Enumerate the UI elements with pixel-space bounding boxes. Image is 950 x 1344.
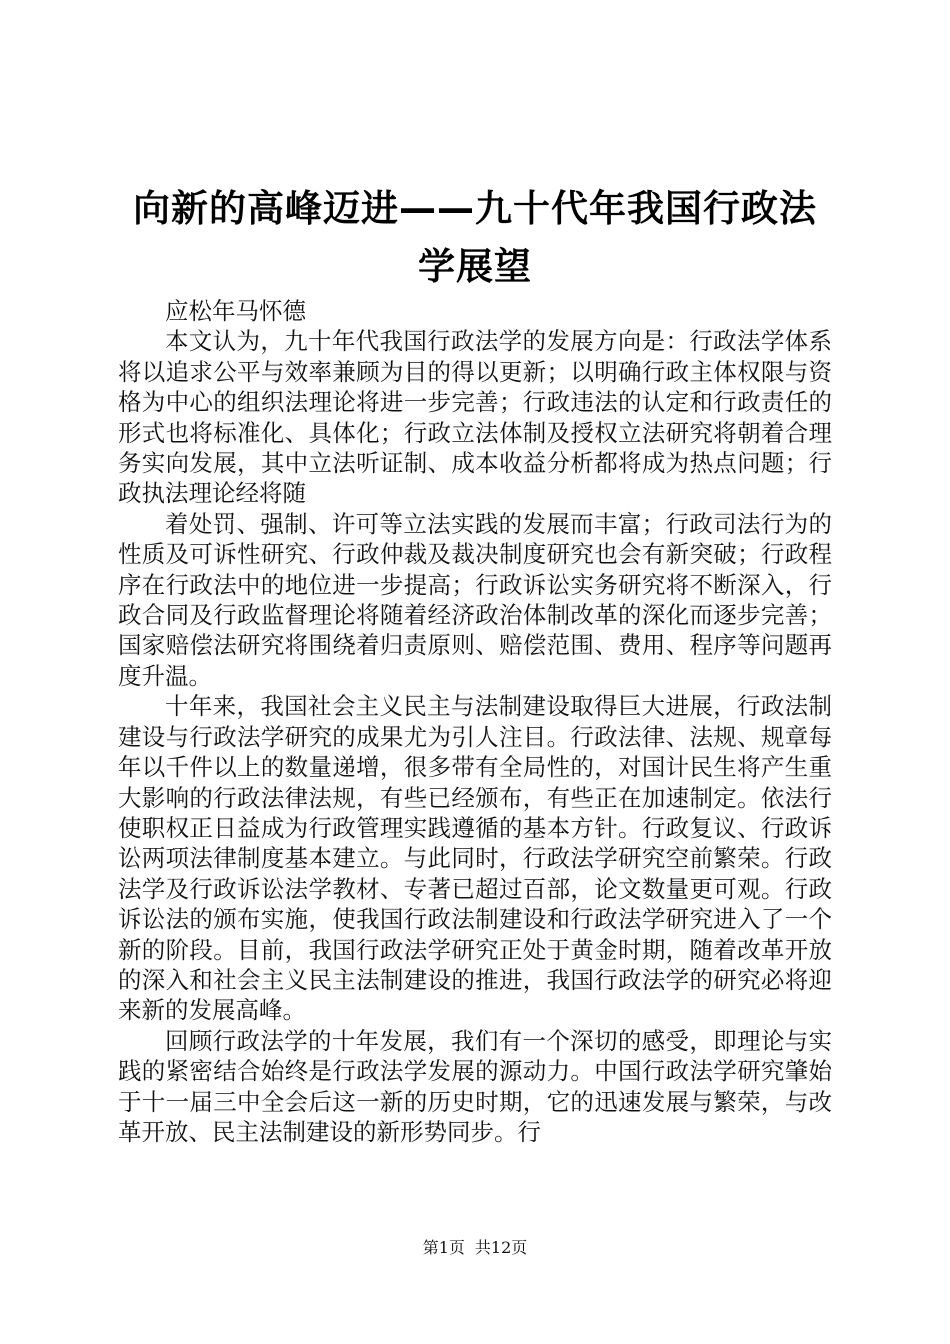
page-total: 共12页 — [474, 1238, 528, 1257]
document-title: 向新的高峰迈进——九十代年我国行政法学展望 — [133, 187, 817, 288]
document-body — [118, 296, 832, 1147]
paragraph: 十年来，我国社会主义民主与法制建设取得巨大进展，行政法制建设与行政法学研究的成果尤为引人注目。行政法律、法规、规章每年以千件以上的数量递增，很多带有全局性的，对国计民生将产生重大影响的行政法律法规，有些已经颁布，有些正在加速制定。依法行使职权正日益成为行政管理实践遵循的基本方针。行政复议、行政诉讼两项法律制度基本建立。与此同时，行政法学研究空前繁荣。行政法学及行政诉讼法学教材、专著已超过百部，论文数量更可观。行政诉讼法的颁布实施，使我国行政法制建设和行政法学研究进入了一个新的阶段。目前，我国行政法学研究正处于黄金时期，随着改革开放的深入和社会主义民主法制建设的推进，我国行政法学的研究必将迎来新的发展高峰。 — [118, 692, 832, 1025]
page-footer — [0, 1238, 950, 1258]
paragraph: 回顾行政法学的十年发展，我们有一个深切的感受，即理论与实践的紧密结合始终是行政法学发展的源动力。中国行政法学研究肇始于十一届三中全会后这一新的历史时期，它的迅速发展与繁荣，与改革开放、民主法制建设的新形势同步。行 — [118, 1026, 832, 1146]
paragraph: 本文认为，九十年代我国行政法学的发展方向是：行政法学体系将以追求公平与效率兼顾为目的得以更新；以明确行政主体权限与资格为中心的组织法理论将进一步完善；行政违法的认定和行政责任的形式也将标准化、具体化；行政立法体制及授权立法研究将朝着合理务实向发展，其中立法听证制、成本收益分析都将成为热点问题；行政执法理论经将随 — [118, 327, 832, 508]
author-line: 应松年马怀德 — [165, 297, 306, 325]
paragraph: 着处罚、强制、许可等立法实践的发展而丰富；行政司法行为的性质及可诉性研究、行政仲裁及裁决制度研究也会有新突破；行政程序在行政法中的地位进一步提高；行政诉讼实务研究将不断深入，行政合同及行政监督理论将随着经济政治体制改革的深化而逐步完善；国家赔偿法研究将围绕着归责原则、赔偿范围、费用、程序等问题再度升温。 — [118, 509, 832, 690]
page-number: 第1页 — [422, 1238, 465, 1257]
